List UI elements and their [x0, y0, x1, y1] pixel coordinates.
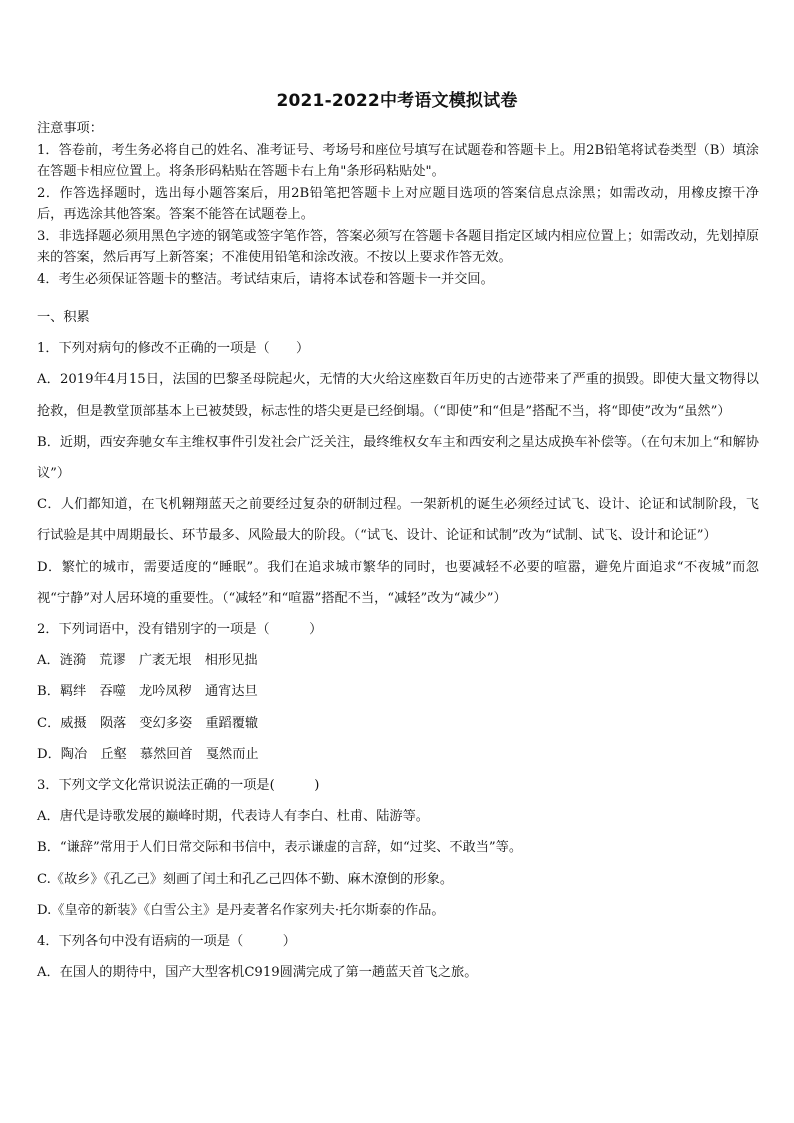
notice-block [37, 118, 759, 290]
option-d: D．陶冶 丘壑 慕然回首 戛然而止 [37, 746, 259, 762]
option-d: D.《皇帝的新装》《白雪公主》是丹麦著名作家列夫·托尔斯泰的作品。 [37, 902, 445, 918]
questions-block [37, 302, 759, 988]
notice-item-3: 3．非选择题必须用黑色字迹的钢笔或签字笔作答，答案必须写在答题卡各题目指定区域内相应位置上；如需改动，先划掉原来的答案，然后再写上新答案；不准使用铅笔和涂改液。不按以上要求作答无效。 [37, 228, 759, 265]
question-4 [37, 926, 759, 988]
question-stem: 1．下列对病句的修改不正确的一项是（ ） [37, 341, 310, 357]
option-d: D．繁忙的城市，需要适度的“睡眠”。我们在追求城市繁华的同时，也要减轻不必要的喧嚣，避免片面追求“不夜城”而忽视“宁静”对人居环境的重要性。（“减轻”和“喧嚣”搭配不当，“减轻”改为“减少”） [37, 559, 759, 606]
section-heading: 一、积累 [37, 310, 90, 325]
exam-title: 2021-2022中考语文模拟试卷 [276, 91, 518, 111]
question-stem: 3．下列文学文化常识说法正确的一项是( ) [37, 778, 320, 794]
option-b: B．“谦辞”常用于人们日常交际和书信中，表示谦虚的言辞，如“过奖、不敢当”等。 [37, 840, 523, 856]
question-stem: 2．下列词语中，没有错别字的一项是（ ） [37, 622, 323, 638]
option-a: A．2019年4月15日，法国的巴黎圣母院起火，无情的大火给这座数百年历史的古迹带来了严重的损毁。即使大量文物得以抢救，但是教堂顶部基本上已被焚毁，标志性的塔尖更是已经倒塌。（“即使”和“但是”搭配不当，将“即使”改为“虽然”） [37, 372, 759, 419]
option-a: A．在国人的期待中，国产大型客机C919圆满完成了第一趟蓝天首飞之旅。 [37, 965, 478, 981]
option-c: C．威摄 陨落 变幻多姿 重蹈覆辙 [37, 715, 259, 731]
option-c: C.《故乡》《孔乙己》刻画了闰土和孔乙己四体不勤、麻木潦倒的形象。 [37, 871, 454, 887]
notice-item-2: 2．作答选择题时，选出每小题答案后，用2B铅笔把答题卡上对应题目选项的答案信息点涂黑；如需改动，用橡皮擦干净后，再选涂其他答案。答案不能答在试题卷上。 [37, 185, 759, 222]
notice-heading: 注意事项： [37, 121, 103, 136]
question-stem: 4．下列各句中没有语病的一项是（ ） [37, 934, 296, 950]
option-a: A．涟漪 荒谬 广袤无垠 相形见拙 [37, 653, 258, 669]
notice-item-1: 1．答卷前，考生务必将自己的姓名、准考证号、考场号和座位号填写在试题卷和答题卡上。用2B铅笔将试卷类型（B）填涂在答题卡相应位置上。将条形码粘贴在答题卡右上角"条形码粘贴处"。 [37, 142, 759, 179]
option-c: C．人们都知道，在飞机翱翔蓝天之前要经过复杂的研制过程。一架新机的诞生必须经过试飞、设计、论证和试制阶段，飞行试验是其中周期最长、环节最多、风险最大的阶段。（“试飞、设计、论证和试制”改为“试制、试飞、设计和论证”） [37, 497, 759, 544]
option-b: B．羁绊 吞噬 龙吟凤秽 通宵达旦 [37, 684, 258, 700]
question-2 [37, 614, 759, 770]
option-a: A．唐代是诗歌发展的巅峰时期，代表诗人有李白、杜甫、陆游等。 [37, 809, 429, 825]
notice-item-4: 4．考生必须保证答题卡的整洁。考试结束后，请将本试卷和答题卡一并交回。 [37, 271, 494, 287]
question-3 [37, 770, 759, 926]
question-1 [37, 333, 759, 614]
option-b: B．近期，西安奔驰女车主维权事件引发社会广泛关注，最终维权女车主和西安利之星达成换车补偿等。（在句末加上“和解协议”） [37, 434, 759, 482]
